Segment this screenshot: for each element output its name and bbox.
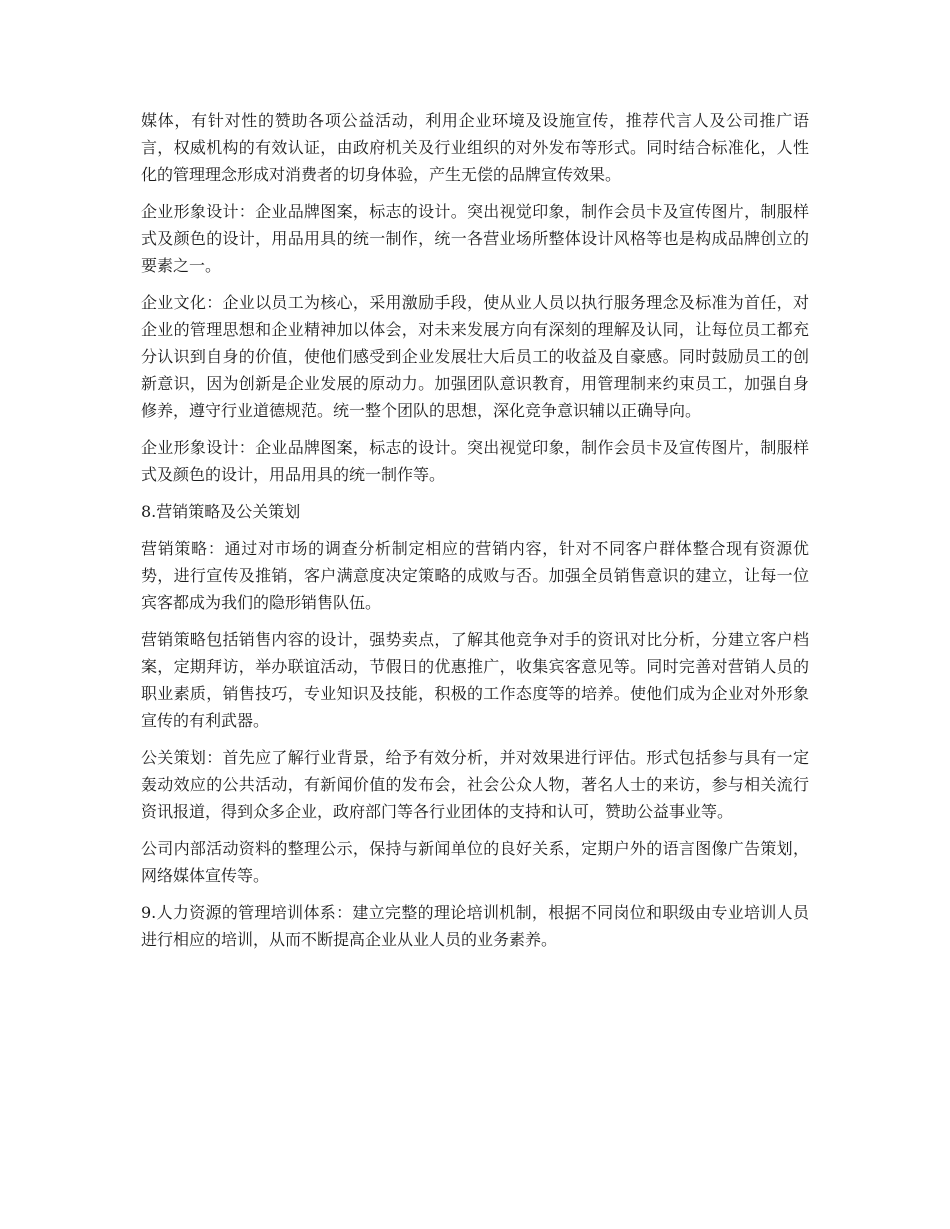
document-body bbox=[141, 107, 809, 953]
paragraph-corporate-image-design: 企业形象设计：企业品牌图案，标志的设计。突出视觉印象，制作会员卡及宣传图片，制服样式及颜色的设计，用品用具的统一制作，统一各营业场所整体设计风格等也是构成品牌创立的要素之一。 bbox=[141, 202, 809, 275]
paragraph-hr-training: 9.人力资源的管理培训体系：建立完整的理论培训机制，根据不同岗位和职级由专业培训人员进行相应的培训，从而不断提高企业从业人员的业务素养。 bbox=[141, 903, 809, 949]
paragraph-corporate-image-design-2: 企业形象设计：企业品牌图案，标志的设计。突出视觉印象，制作会员卡及宣传图片，制服样式及颜色的设计，用品用具的统一制作等。 bbox=[141, 438, 809, 484]
paragraph-marketing-strategy-details: 营销策略包括销售内容的设计，强势卖点，了解其他竞争对手的资讯对比分析，分建立客户档案，定期拜访，举办联谊活动，节假日的优惠推广，收集宾客意见等。同时完善对营销人员的职业素质，销售技巧，专业知识及技能，积极的工作态度等的培养。使他们成为企业对外形象宣传的有利武器。 bbox=[141, 630, 809, 730]
section-heading-marketing-pr: 8.营销策略及公关策划 bbox=[141, 502, 301, 521]
paragraph-media-promotion: 媒体，有针对性的赞助各项公益活动，利用企业环境及设施宣传，推荐代言人及公司推广语言，权威机构的有效认证，由政府机关及行业组织的对外发布等形式。同时结合标准化，人性化的管理理念形成对消费者的切身体验，产生无偿的品牌宣传效果。 bbox=[141, 111, 809, 184]
paragraph-public-relations: 公关策划：首先应了解行业背景，给予有效分析，并对效果进行评估。形式包括参与具有一定轰动效应的公共活动，有新闻价值的发布会，社会公众人物，著名人士的来访，参与相关流行资讯报道，得到众多企业，政府部门等各行业团体的支持和认可，赞助公益事业等。 bbox=[141, 748, 809, 821]
paragraph-marketing-strategy: 营销策略：通过对市场的调查分析制定相应的营销内容，针对不同客户群体整合现有资源优势，进行宣传及推销，客户满意度决定策略的成败与否。加强全员销售意识的建立，让每一位宾客都成为我们的隐形销售队伍。 bbox=[141, 539, 809, 612]
paragraph-corporate-culture: 企业文化：企业以员工为核心，采用激励手段，使从业人员以执行服务理念及标准为首任，对企业的管理思想和企业精神加以体会，对未来发展方向有深刻的理解及认同，让每位员工都充分认识到自身的价值，使他们感受到企业发展壮大后员工的收益及自豪感。同时鼓励员工的创新意识，因为创新是企业发展的原动力。加强团队意识教育，用管理制来约束员工，加强自身修养，遵守行业道德规范。统一整个团队的思想，深化竞争意识辅以正确导向。 bbox=[141, 293, 809, 420]
paragraph-internal-publicity: 公司内部活动资料的整理公示，保持与新闻单位的良好关系，定期户外的语言图像广告策划，网络媒体宣传等。 bbox=[141, 839, 809, 885]
